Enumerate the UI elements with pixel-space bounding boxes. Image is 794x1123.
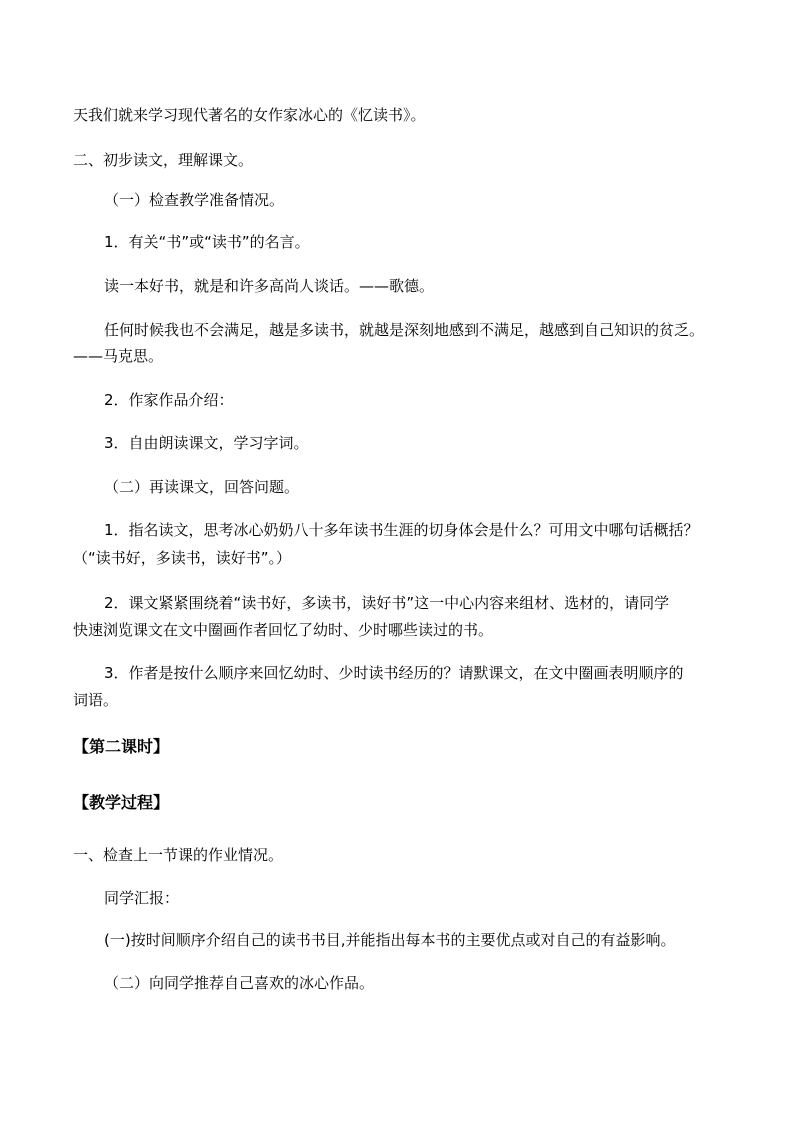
student-report-label: 同学汇报： [104,889,180,907]
heading-second-lesson: 【第二课时】 [73,737,170,756]
quote-goethe: 读一本好书，就是和许多高尚人谈话。——歌德。 [104,277,435,295]
item-quotes: 1．有关“书”或“读书”的名言。 [104,233,310,251]
subsection-check-preparation: （一）检查教学准备情况。 [104,191,285,209]
intro-line: 天我们就来学习现代著名的女作家冰心的《忆读书》。 [73,106,426,124]
question-3: 3．作者是按什么顺序来回忆幼时、少时读书经历的？请默课文，在文中圈画表明顺序的 [104,664,684,682]
question-1: 1．指名读文，思考冰心奶奶八十多年读书生涯的切身体会是什么？可用文中哪句话概括？ [104,521,699,539]
question-1-answer: （“读书好，多读书，读好书”。） [73,549,292,567]
item-free-reading: 3．自由朗读课文，学习字词。 [104,434,309,452]
heading-teaching-process: 【教学过程】 [73,793,170,812]
quote-marx-attribution: ——马克思。 [73,347,164,365]
question-3-continued: 词语。 [73,691,119,709]
quote-marx: 任何时候我也不会满足，越是多读书，就越是深刻地感到不满足，越感到自己知识的贫乏。 [104,321,705,339]
item-author-intro: 2．作家作品介绍： [104,391,234,409]
report-item-1: (一)按时间顺序介绍自己的读书书目,并能指出每本书的主要优点或对自己的有益影响。 [104,931,676,949]
report-item-2: （二）向同学推荐自己喜欢的冰心作品。 [104,974,375,992]
section-heading-homework-check: 一、检查上一节课的作业情况。 [73,846,284,864]
section-heading-first-reading: 二、初步读文，理解课文。 [73,151,254,169]
question-2: 2．课文紧紧围绕着“读书好，多读书，读好书”这一中心内容来组材、选材的，请同学 [104,594,670,612]
subsection-reread: （二）再读课文，回答问题。 [104,478,300,496]
question-2-continued: 快速浏览课文在文中圈画作者回忆了幼时、少时哪些读过的书。 [73,621,494,639]
